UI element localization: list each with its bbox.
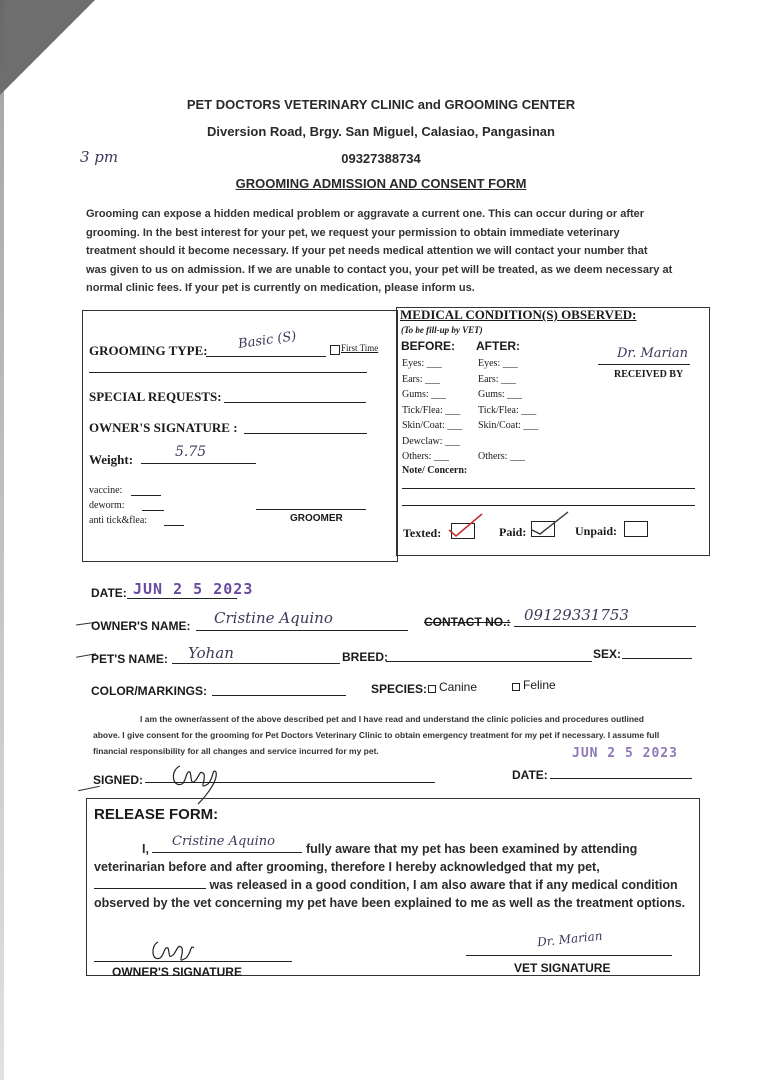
date-stamp: JUN 2 5 2023 <box>133 580 254 598</box>
grooming-type-line-2 <box>89 372 367 373</box>
first-time-checkbox[interactable] <box>330 345 340 355</box>
release-name-value: Cristine Aquino <box>172 834 276 849</box>
before-list <box>402 356 462 465</box>
groomer-line <box>256 509 366 510</box>
after-label: AFTER: <box>476 339 520 353</box>
special-requests-line <box>224 402 366 403</box>
received-by-line <box>598 364 690 365</box>
intro-line: was given to us on admission. If we are unable to contact you, your pet will be treated, as we deem necessary at <box>86 263 673 276</box>
before-item: Tick/Flea: ___ <box>402 404 461 416</box>
consent-line: above. I give consent for the grooming for Pet Doctors Veterinary Clinic to obtain emergency treatment for my pet if necessary. I assume full <box>93 730 660 740</box>
groomer-label: GROOMER <box>290 513 343 524</box>
vet-signature-line <box>466 955 672 956</box>
color-markings-line <box>212 695 346 696</box>
grooming-type-label: GROOMING TYPE: <box>89 343 208 358</box>
clinic-phone: 09327388734 <box>341 151 421 166</box>
date-label: DATE: <box>91 586 127 600</box>
vet-signature-value: Dr. Marian <box>536 928 604 950</box>
owner-signature-label: OWNER'S SIGNATURE : <box>89 420 238 435</box>
color-markings-label: COLOR/MARKINGS: <box>91 684 207 698</box>
signed-label: SIGNED: <box>93 773 144 787</box>
note-label: Note/ Concern: <box>402 465 468 476</box>
note-line-2 <box>402 505 695 506</box>
unpaid-checkbox[interactable] <box>624 521 648 537</box>
first-time-label: First Time <box>341 343 379 353</box>
before-item: Others: ___ <box>402 451 449 462</box>
breed-line <box>386 661 592 662</box>
consent-line: I am the owner/assent of the above described pet and I have read and understand the clinic policies and procedures outlined <box>140 714 644 724</box>
after-item <box>478 434 538 450</box>
medical-subtitle: (To be fill-up by VET) <box>401 325 483 335</box>
after-item: Tick/Flea: ___ <box>478 404 537 416</box>
grooming-type-line <box>206 356 326 357</box>
after-item: Ears: ___ <box>478 373 517 385</box>
received-by-value: Dr. Marian <box>617 346 689 361</box>
owner-signature-line <box>244 433 367 434</box>
owner-name-value: Cristine Aquino <box>214 609 333 627</box>
clinic-name: PET DOCTORS VETERINARY CLINIC and GROOMING CENTER <box>186 97 576 112</box>
before-item: Eyes: ___ <box>402 358 442 369</box>
release-owner-signature-label: OWNER'S SIGNATURE <box>112 965 242 979</box>
pet-name-label: PET'S NAME: <box>91 652 168 666</box>
before-item: Dewclaw: ___ <box>402 435 461 447</box>
after-list <box>478 356 538 465</box>
before-label: BEFORE: <box>401 339 455 353</box>
vaccine-label: vaccine: <box>89 485 123 496</box>
owner-signature-line-release <box>94 961 292 962</box>
species-label: SPECIES: <box>371 682 428 696</box>
before-item: Gums: ___ <box>402 389 447 400</box>
texted-label: Texted: <box>403 526 442 540</box>
weight-value: 5.75 <box>175 444 207 460</box>
after-item: Eyes: ___ <box>478 358 518 369</box>
texted-check-mark <box>446 510 486 540</box>
scan-corner-shadow <box>0 0 95 95</box>
after-item: Gums: ___ <box>478 389 523 400</box>
consent-line: financial responsibility for all changes and service incurred for my pet. <box>93 746 379 756</box>
deworm-line <box>142 510 164 511</box>
consent-date-label: DATE: <box>512 768 548 782</box>
weight-label: Weight: <box>89 452 134 467</box>
release-pet-line <box>94 876 206 889</box>
intro-line: Grooming can expose a hidden medical problem or aggravate a current one. This can occur during or after <box>86 208 645 220</box>
owner-name-line <box>196 630 408 631</box>
contact-label: CONTACT NO.: <box>424 615 511 629</box>
pet-name-line <box>172 663 340 664</box>
before-item: Ears: ___ <box>402 373 441 385</box>
canine-label: Canine <box>439 680 478 694</box>
anti-tick-label: anti tick&flea: <box>89 515 148 526</box>
release-i-label: I, <box>142 842 149 856</box>
consent-date-stamp: JUN 2 5 2023 <box>572 746 678 761</box>
paid-label: Paid: <box>499 525 527 539</box>
contact-value: 09129331753 <box>524 606 629 624</box>
weight-line <box>141 463 256 464</box>
release-line1-rest: fully aware that my pet has been examined by attending <box>305 842 638 856</box>
release-line: observed by the vet concerning my pet have been explained to me as well as the treatment options. <box>94 895 686 910</box>
medical-title: MEDICAL CONDITION(S) OBSERVED: <box>400 307 637 322</box>
sex-line <box>622 658 692 659</box>
sex-label: SEX: <box>593 647 622 661</box>
intro-paragraph <box>86 205 696 298</box>
intro-line: treatment should it become necessary. If your pet needs medical attention we will contact your number that <box>86 245 648 257</box>
after-item: Skin/Coat: ___ <box>478 420 539 431</box>
release-title: RELEASE FORM: <box>94 806 219 823</box>
special-requests-label: SPECIAL REQUESTS: <box>89 389 222 404</box>
vaccine-line <box>131 495 161 496</box>
release-paragraph <box>94 840 690 912</box>
release-line <box>94 876 690 895</box>
vet-signature-label: VET SIGNATURE <box>514 961 611 975</box>
deworm-label: deworm: <box>89 500 125 511</box>
date-line <box>127 598 237 599</box>
note-line-1 <box>402 488 695 489</box>
release-line: veterinarian before and after grooming, therefore I hereby acknowledged that my pet, <box>94 859 600 874</box>
contact-line <box>514 626 696 627</box>
feline-checkbox[interactable] <box>512 683 520 691</box>
clinic-address: Diversion Road, Brgy. San Miguel, Calasiao, Pangasinan <box>207 124 555 139</box>
canine-checkbox[interactable] <box>428 685 436 693</box>
consent-date-line <box>550 778 692 779</box>
handwritten-time: 3 pm <box>80 148 119 166</box>
received-by-label: RECEIVED BY <box>614 369 684 380</box>
intro-line: normal clinic fees. If your pet is currently on medication, please inform us. <box>86 282 475 294</box>
paid-check-mark <box>528 508 572 538</box>
grooming-type-value: Basic (S) <box>237 328 298 353</box>
feline-label: Feline <box>523 678 556 692</box>
after-item: Others: ___ <box>478 451 525 462</box>
breed-label: BREED: <box>342 650 389 664</box>
form-title: GROOMING ADMISSION AND CONSENT FORM <box>235 176 527 191</box>
owner-name-label: OWNER'S NAME: <box>91 619 191 633</box>
anti-tick-line <box>164 525 184 526</box>
intro-line: grooming. In the best interest for your pet, we request your permission to obtain immediate veterinary <box>86 226 620 239</box>
release-line3-rest: was released in a good condition, I am also aware that if any medical condition <box>209 878 678 892</box>
before-item: Skin/Coat: ___ <box>402 420 463 431</box>
pet-name-value: Yohan <box>188 644 234 662</box>
unpaid-label: Unpaid: <box>575 524 618 538</box>
